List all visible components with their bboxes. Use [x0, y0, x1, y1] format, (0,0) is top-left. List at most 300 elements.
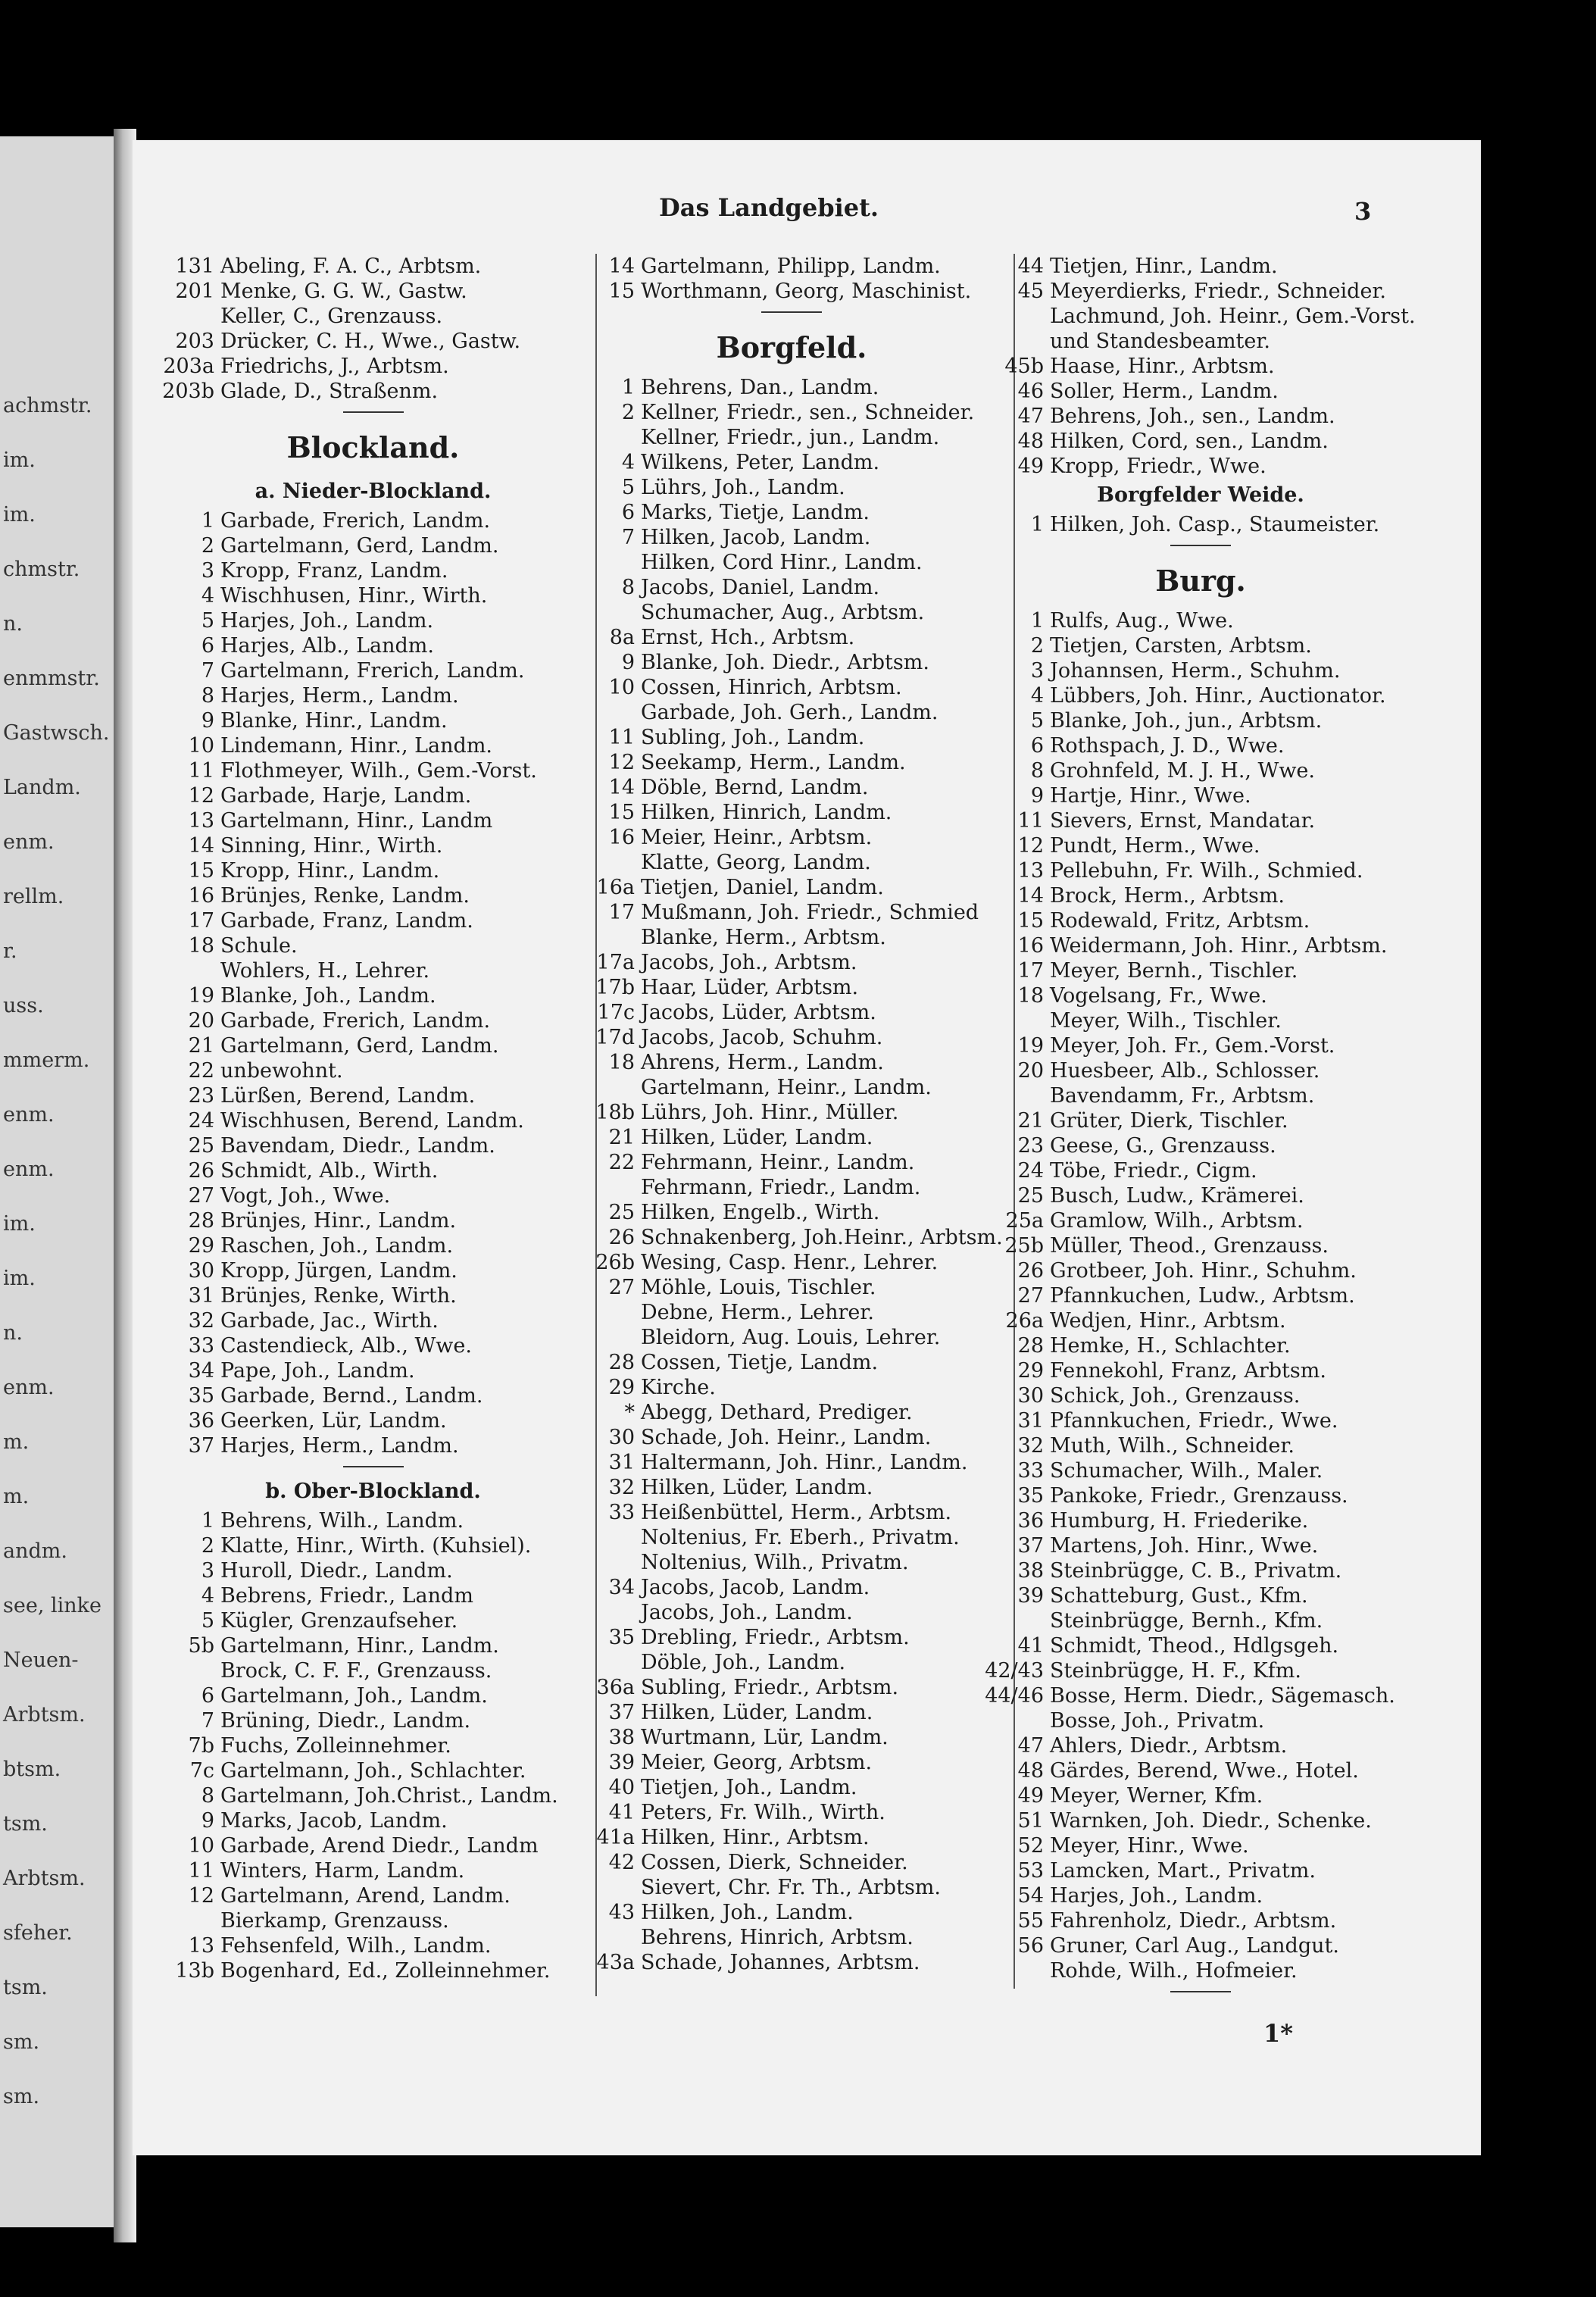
directory-entry: [576, 1700, 1007, 1725]
directory-entry: [576, 1050, 1007, 1075]
resident-text: Gruner, Carl Aug., Landgut.: [1050, 1934, 1339, 1958]
directory-entry: [155, 1958, 591, 1983]
resident-text: unbewohnt.: [220, 1059, 343, 1083]
directory-entry: [985, 933, 1416, 958]
directory-entry: [576, 1150, 1007, 1175]
directory-entry: [576, 1100, 1007, 1125]
house-number: 32: [1017, 1434, 1044, 1458]
house-number: 18b: [595, 1101, 635, 1124]
directory-entry: [155, 1833, 591, 1858]
directory-entry-continuation: [985, 304, 1416, 329]
resident-text: Kropp, Hinr., Landm.: [220, 859, 440, 883]
resident-text: Garbade, Joh. Gerh., Landm.: [641, 701, 939, 724]
directory-entry: [155, 633, 591, 658]
directory-entry: [985, 1258, 1416, 1283]
resident-text: Meyer, Hinr., Wwe.: [1050, 1834, 1249, 1858]
house-number: 21: [608, 1126, 635, 1149]
resident-text: Tietjen, Joh., Landm.: [641, 1776, 857, 1799]
resident-text: Gartelmann, Gerd, Landm.: [220, 534, 499, 558]
resident-text: Marks, Jacob, Landm.: [220, 1809, 448, 1833]
house-number: 27: [1017, 1284, 1044, 1308]
house-number: 29: [1017, 1359, 1044, 1383]
resident-text: Tietjen, Daniel, Landm.: [641, 876, 884, 899]
house-number: 36: [1017, 1509, 1044, 1533]
subsection-heading: Borgfelder Weide.: [1097, 483, 1304, 507]
directory-entry-continuation: [576, 1325, 1007, 1350]
resident-text: Blanke, Joh. Diedr., Arbtsm.: [641, 651, 929, 674]
resident-text: Hilken, Lüder, Landm.: [641, 1701, 873, 1724]
directory-entry: [985, 1808, 1416, 1833]
resident-text: Vogt, Joh., Wwe.: [220, 1184, 391, 1208]
resident-text: Blanke, Herm., Arbtsm.: [641, 926, 886, 949]
directory-entry: [155, 1708, 591, 1733]
house-number: 12: [1017, 834, 1044, 858]
directory-entry: [985, 683, 1416, 708]
resident-text: Steinbrügge, Bernh., Kfm.: [1050, 1609, 1323, 1633]
resident-text: Cossen, Dierk, Schneider.: [641, 1851, 908, 1874]
resident-text: Schatteburg, Gust., Kfm.: [1050, 1584, 1308, 1608]
house-number: 33: [608, 1501, 635, 1524]
resident-text: Gartelmann, Joh., Landm.: [220, 1684, 488, 1708]
directory-entry: [576, 450, 1007, 475]
directory-entry: [576, 1625, 1007, 1650]
house-number: 2: [201, 1534, 214, 1558]
left-page-fragment: [0, 136, 117, 2227]
house-number: 18: [1017, 984, 1044, 1008]
directory-entry: [155, 583, 591, 608]
resident-text: Jacobs, Daniel, Landm.: [641, 576, 880, 599]
house-number: 42/43: [985, 1659, 1044, 1683]
house-number: 25b: [1004, 1234, 1044, 1258]
directory-entry: [985, 1208, 1416, 1233]
directory-entry-continuation: [576, 1300, 1007, 1325]
resident-text: Abegg, Dethard, Prediger.: [641, 1401, 913, 1424]
directory-entry: [985, 1333, 1416, 1358]
directory-entry: [576, 375, 1007, 400]
resident-text: Wischhusen, Hinr., Wirth.: [220, 584, 488, 608]
house-number: 25: [1017, 1184, 1044, 1208]
house-number: 13: [188, 809, 214, 833]
house-number: 16: [188, 884, 214, 908]
house-number: 15: [608, 280, 635, 303]
directory-entry-continuation: [985, 1008, 1416, 1033]
house-number: 12: [188, 784, 214, 808]
house-number: 23: [188, 1084, 214, 1108]
resident-text: Bosse, Herm. Diedr., Sägemasch.: [1050, 1684, 1395, 1708]
directory-entry: [155, 883, 591, 908]
house-number: 53: [1017, 1859, 1044, 1883]
directory-entry: [576, 975, 1007, 1000]
resident-text: Fehsenfeld, Wilh., Landm.: [220, 1934, 492, 1958]
resident-text: Pankoke, Friedr., Grenzauss.: [1050, 1484, 1348, 1508]
directory-entry: [576, 1125, 1007, 1150]
left-page-fragment-line: chmstr.: [3, 558, 80, 581]
house-number: 30: [608, 1426, 635, 1449]
house-number: 8: [1030, 759, 1044, 783]
resident-text: Menke, G. G. W., Gastw.: [220, 280, 467, 303]
directory-entry: [985, 608, 1416, 633]
resident-text: Lührs, Joh. Hinr., Müller.: [641, 1101, 899, 1124]
resident-text: Debne, Herm., Lehrer.: [641, 1301, 874, 1324]
section-heading: Borgfeld.: [716, 330, 867, 364]
directory-entry: [576, 1000, 1007, 1025]
resident-text: Hilken, Joh. Casp., Staumeister.: [1050, 513, 1380, 536]
left-page-fragment-line: Landm.: [3, 776, 81, 799]
house-number: 201: [175, 280, 214, 303]
house-number: 26b: [595, 1251, 635, 1274]
directory-entry: [155, 1783, 591, 1808]
directory-entry: [985, 1108, 1416, 1133]
house-number: 31: [608, 1451, 635, 1474]
house-number: 32: [608, 1476, 635, 1499]
directory-entry-continuation: [576, 425, 1007, 450]
directory-entry: [985, 708, 1416, 733]
house-number: 13: [188, 1934, 214, 1958]
resident-text: Friedrichs, J., Arbtsm.: [220, 355, 449, 378]
resident-text: Schmidt, Alb., Wirth.: [220, 1159, 439, 1183]
resident-text: Bavendam, Diedr., Landm.: [220, 1134, 495, 1158]
directory-entry: [985, 1758, 1416, 1783]
resident-text: Marks, Tietje, Landm.: [641, 501, 870, 524]
directory-entry: [155, 1758, 591, 1783]
directory-entry: [576, 1250, 1007, 1275]
resident-text: Heißenbüttel, Herm., Arbtsm.: [641, 1501, 952, 1524]
directory-entry: [576, 1225, 1007, 1250]
directory-entry: [985, 758, 1416, 783]
house-number: 5: [1030, 709, 1044, 733]
resident-text: Hilken, Hinr., Arbtsm.: [641, 1826, 870, 1849]
directory-entry: [155, 1508, 591, 1533]
house-number: 5: [201, 609, 214, 633]
house-number: 33: [1017, 1459, 1044, 1483]
house-number: 6: [1030, 734, 1044, 758]
resident-text: Bebrens, Friedr., Landm: [220, 1584, 473, 1608]
house-number: 17c: [597, 1001, 635, 1024]
left-page-fragment-line: tsm.: [3, 1812, 48, 1836]
directory-entry: [576, 875, 1007, 900]
directory-entry: [576, 750, 1007, 775]
directory-entry: [985, 633, 1416, 658]
directory-entry: [155, 1858, 591, 1883]
directory-entry: [576, 1575, 1007, 1600]
resident-text: Kellner, Friedr., sen., Schneider.: [641, 401, 975, 424]
directory-entry: [985, 1483, 1416, 1508]
house-number: 23: [1017, 1134, 1044, 1158]
resident-text: Warnken, Joh. Diedr., Schenke.: [1050, 1809, 1372, 1833]
house-number: 11: [608, 726, 635, 749]
directory-entry: [576, 1775, 1007, 1800]
resident-text: Lindemann, Hinr., Landm.: [220, 734, 493, 758]
house-number: 37: [188, 1434, 214, 1458]
resident-text: Castendieck, Alb., Wwe.: [220, 1334, 472, 1358]
directory-entry: [155, 808, 591, 833]
directory-entry: [155, 1308, 591, 1333]
resident-text: Soller, Herm., Landm.: [1050, 380, 1279, 403]
directory-entry: [155, 1883, 591, 1908]
resident-text: Rulfs, Aug., Wwe.: [1050, 609, 1234, 633]
house-number: 36a: [596, 1676, 635, 1699]
house-number: 27: [188, 1184, 214, 1208]
house-number: 9: [201, 709, 214, 733]
section-rule: [985, 537, 1416, 554]
directory-entry: [985, 1158, 1416, 1183]
directory-entry: [985, 1783, 1416, 1808]
left-page-fragment-line: andm.: [3, 1539, 67, 1563]
house-number: 33: [188, 1334, 214, 1358]
house-number: 22: [608, 1151, 635, 1174]
resident-text: Pundt, Herm., Wwe.: [1050, 834, 1260, 858]
directory-entry: [576, 1850, 1007, 1875]
house-number: 17d: [595, 1026, 635, 1049]
resident-text: Garbade, Frerich, Landm.: [220, 509, 491, 533]
resident-text: Döble, Joh., Landm.: [641, 1651, 846, 1674]
signature-mark: 1*: [1263, 2019, 1293, 2048]
directory-entry: [155, 683, 591, 708]
left-page-fragment-line: im.: [3, 1267, 36, 1290]
left-page-fragment-line: see, linke: [3, 1594, 102, 1617]
house-number: 14: [608, 776, 635, 799]
resident-text: Jacobs, Lüder, Arbtsm.: [641, 1001, 876, 1024]
resident-text: Noltenius, Wilh., Privatm.: [641, 1551, 909, 1574]
resident-text: Meyer, Werner, Kfm.: [1050, 1784, 1263, 1808]
resident-text: Pellebuhn, Fr. Wilh., Schmied.: [1050, 859, 1363, 883]
directory-entry-continuation: [576, 1925, 1007, 1950]
house-number: 34: [188, 1359, 214, 1383]
resident-text: Cossen, Tietje, Landm.: [641, 1351, 879, 1374]
house-number: 5: [621, 476, 635, 499]
house-number: 12: [188, 1884, 214, 1908]
house-number: 31: [188, 1284, 214, 1308]
house-number: 39: [1017, 1584, 1044, 1608]
section-heading: Burg.: [1155, 564, 1246, 598]
resident-text: Grotbeer, Joh. Hinr., Schuhm.: [1050, 1259, 1357, 1283]
directory-entry: [985, 1283, 1416, 1308]
house-number: 25: [608, 1201, 635, 1224]
resident-text: Wesing, Casp. Henr., Lehrer.: [641, 1251, 939, 1274]
resident-text: Keller, C., Grenzauss.: [220, 305, 443, 328]
resident-text: Bosse, Joh., Privatm.: [1050, 1709, 1265, 1733]
resident-text: Haase, Hinr., Arbtsm.: [1050, 355, 1275, 378]
resident-text: Hilken, Lüder, Landm.: [641, 1126, 873, 1149]
directory-entry-continuation: [576, 925, 1007, 950]
house-number: 7: [201, 659, 214, 683]
left-page-fragment-line: im.: [3, 1212, 36, 1236]
directory-entry: [155, 1558, 591, 1583]
resident-text: Vogelsang, Fr., Wwe.: [1050, 984, 1267, 1008]
house-number: 19: [188, 984, 214, 1008]
house-number: 15: [608, 801, 635, 824]
directory-entry: [576, 800, 1007, 825]
resident-text: Seekamp, Herm., Landm.: [641, 751, 906, 774]
section-heading: Blockland.: [286, 430, 460, 464]
directory-entry: [985, 1408, 1416, 1433]
resident-text: Blanke, Joh., Landm.: [220, 984, 436, 1008]
directory-entry: [155, 1333, 591, 1358]
resident-text: Garbade, Frerich, Landm.: [220, 1009, 491, 1033]
resident-text: Meier, Georg, Arbtsm.: [641, 1751, 873, 1774]
resident-text: Flothmeyer, Wilh., Gem.-Vorst.: [220, 759, 537, 783]
house-number: 203a: [163, 355, 214, 378]
directory-entry-continuation: [576, 1075, 1007, 1100]
resident-text: Hilken, Hinrich, Landm.: [641, 801, 892, 824]
resident-text: Haltermann, Joh. Hinr., Landm.: [641, 1451, 968, 1474]
house-number: 17a: [596, 951, 635, 974]
resident-text: Döble, Bernd, Landm.: [641, 776, 869, 799]
house-number: 203: [175, 330, 214, 353]
resident-text: Hilken, Engelb., Wirth.: [641, 1201, 880, 1224]
directory-entry: [155, 1183, 591, 1208]
resident-text: Fuchs, Zolleinnehmer.: [220, 1734, 451, 1758]
left-page-fragment-line: mmerm.: [3, 1048, 90, 1072]
directory-entry: [985, 1583, 1416, 1608]
resident-text: Schumacher, Aug., Arbtsm.: [641, 601, 925, 624]
house-number: 49: [1017, 1784, 1044, 1808]
column-3: [985, 254, 1416, 2000]
resident-text: Tietjen, Hinr., Landm.: [1050, 255, 1278, 278]
directory-entry: [985, 1383, 1416, 1408]
directory-entry: [576, 500, 1007, 525]
house-number: 9: [621, 651, 635, 674]
resident-text: Garbade, Harje, Landm.: [220, 784, 472, 808]
left-page-fragment-line: enm.: [3, 830, 55, 854]
resident-text: Meyer, Joh. Fr., Gem.-Vorst.: [1050, 1034, 1335, 1058]
directory-entry-continuation: [985, 1958, 1416, 1983]
resident-text: Muth, Wilh., Schneider.: [1050, 1434, 1295, 1458]
resident-text: Bavendamm, Fr., Arbtsm.: [1050, 1084, 1315, 1108]
house-number: 47: [1017, 405, 1044, 428]
house-number: *: [624, 1401, 635, 1424]
house-number: 36: [188, 1409, 214, 1433]
directory-entry: [576, 1675, 1007, 1700]
resident-text: Schick, Joh., Grenzauss.: [1050, 1384, 1301, 1408]
resident-text: Winters, Harm, Landm.: [220, 1859, 465, 1883]
house-number: 46: [1017, 380, 1044, 403]
resident-text: Geese, G., Grenzauss.: [1050, 1134, 1276, 1158]
directory-entry: [985, 1833, 1416, 1858]
directory-entry: [985, 404, 1416, 429]
directory-entry: [985, 279, 1416, 304]
house-number: 16: [1017, 934, 1044, 958]
house-number: 44: [1017, 255, 1044, 278]
house-number: 8: [621, 576, 635, 599]
directory-entry: [576, 675, 1007, 700]
directory-entry: [155, 1358, 591, 1383]
house-number: 1: [201, 509, 214, 533]
resident-text: Brünjes, Hinr., Landm.: [220, 1209, 457, 1233]
section-rule: [155, 404, 591, 420]
directory-entry: [985, 1683, 1416, 1708]
resident-text: Hartje, Hinr., Wwe.: [1050, 784, 1251, 808]
house-number: 13: [1017, 859, 1044, 883]
house-number: 43a: [596, 1951, 635, 1974]
directory-entry: [576, 1725, 1007, 1750]
resident-text: Grohnfeld, M. J. H., Wwe.: [1050, 759, 1315, 783]
resident-text: Glade, D., Straßenm.: [220, 380, 439, 403]
resident-text: Kügler, Grenzaufseher.: [220, 1609, 458, 1633]
directory-entry: [576, 1500, 1007, 1525]
resident-text: Brünjes, Renke, Wirth.: [220, 1284, 457, 1308]
directory-entry-continuation: [985, 1608, 1416, 1633]
house-number: 7c: [189, 1759, 214, 1783]
directory-entry: [155, 1433, 591, 1458]
page-number: 3: [1354, 197, 1372, 226]
directory-entry: [155, 1058, 591, 1083]
directory-entry: [155, 658, 591, 683]
directory-entry-continuation: [985, 1083, 1416, 1108]
directory-entry: [985, 1558, 1416, 1583]
resident-text: Lachmund, Joh. Heinr., Gem.-Vorst.: [1050, 305, 1416, 328]
house-number: 15: [1017, 909, 1044, 933]
directory-entry: [985, 658, 1416, 683]
resident-text: Brüning, Diedr., Landm.: [220, 1709, 471, 1733]
house-number: 39: [608, 1751, 635, 1774]
directory-entry-continuation: [576, 1175, 1007, 1200]
directory-entry: [985, 783, 1416, 808]
directory-entry: [155, 983, 591, 1008]
resident-text: Lürßen, Berend, Landm.: [220, 1084, 476, 1108]
resident-text: Brünjes, Renke, Landm.: [220, 884, 470, 908]
house-number: 56: [1017, 1934, 1044, 1958]
house-number: 1: [1030, 513, 1044, 536]
resident-text: Harjes, Herm., Landm.: [220, 1434, 459, 1458]
resident-text: Gartelmann, Hinr., Landm: [220, 809, 493, 833]
house-number: 10: [608, 676, 635, 699]
resident-text: Haar, Lüder, Arbtsm.: [641, 976, 859, 999]
house-number: 5: [201, 1609, 214, 1633]
directory-entry: [155, 533, 591, 558]
directory-entry: [155, 558, 591, 583]
resident-text: Busch, Ludw., Krämerei.: [1050, 1184, 1304, 1208]
resident-text: Ernst, Hch., Arbtsm.: [641, 626, 855, 649]
resident-text: Gartelmann, Philipp, Landm.: [641, 255, 941, 278]
directory-entry: [985, 1633, 1416, 1658]
left-page-fragment-line: im.: [3, 503, 36, 527]
directory-entry: [985, 1133, 1416, 1158]
house-number: 16: [608, 826, 635, 849]
house-number: 8a: [609, 626, 635, 649]
directory-entry-continuation: [576, 1875, 1007, 1900]
resident-text: Garbade, Arend Diedr., Landm: [220, 1834, 539, 1858]
house-number: 41a: [596, 1826, 635, 1849]
left-page-fragment-line: achmstr.: [3, 394, 92, 417]
directory-entry: [985, 983, 1416, 1008]
directory-entry: [155, 1233, 591, 1258]
directory-entry: [576, 625, 1007, 650]
house-number: 47: [1017, 1734, 1044, 1758]
directory-entry: [155, 783, 591, 808]
resident-text: Lübbers, Joh. Hinr., Auctionator.: [1050, 684, 1386, 708]
page-header-title: Das Landgebiet.: [659, 193, 879, 222]
house-number: 17: [188, 909, 214, 933]
house-number: 26: [608, 1226, 635, 1249]
directory-entry: [576, 575, 1007, 600]
directory-entry: [985, 958, 1416, 983]
resident-text: Bierkamp, Grenzauss.: [220, 1909, 449, 1933]
directory-entry: [576, 1425, 1007, 1450]
resident-text: Ahrens, Herm., Landm.: [641, 1051, 884, 1074]
resident-text: Worthmann, Georg, Maschinist.: [641, 280, 972, 303]
house-number: 37: [1017, 1534, 1044, 1558]
house-number: 6: [201, 1684, 214, 1708]
resident-text: Jacobs, Joh., Landm.: [641, 1601, 853, 1624]
house-number: 26: [188, 1159, 214, 1183]
directory-entry: [985, 1908, 1416, 1933]
house-number: 13b: [175, 1959, 214, 1983]
house-number: 48: [1017, 1759, 1044, 1783]
directory-entry-continuation: [985, 1708, 1416, 1733]
house-number: 20: [188, 1009, 214, 1033]
directory-entry: [985, 1733, 1416, 1758]
